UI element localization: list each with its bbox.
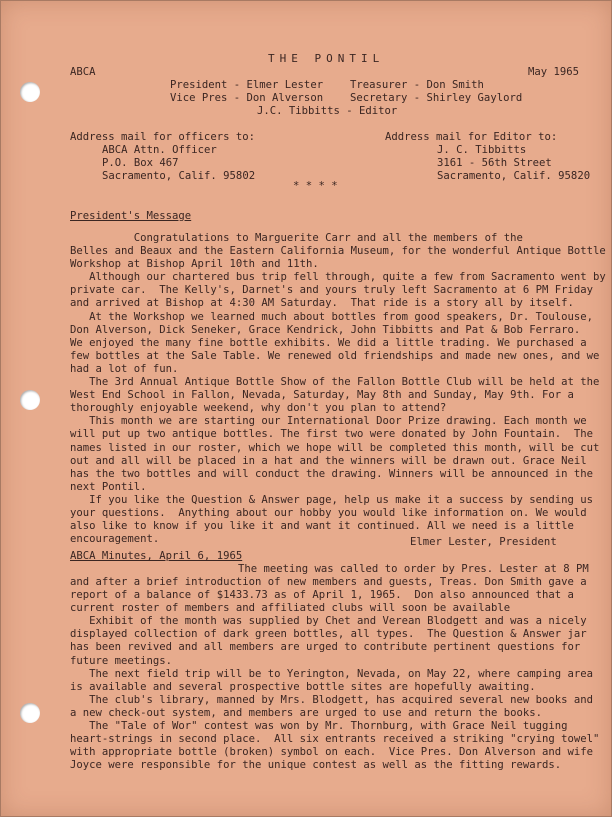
- president-line: President - Elmer Lester: [170, 79, 324, 91]
- text-line: We enjoyed the many fine bottle exhibits. We did a little trading. We purchased a: [70, 336, 587, 349]
- text-line: Belles and Beaux and the Eastern California Museum, for the wonderful Antique Bottle: [70, 245, 606, 258]
- section-separator: * * * *: [293, 180, 338, 192]
- text-line: your questions. Anything about our hobby you would like information on. We would: [70, 506, 587, 519]
- vice-president-line: Vice Pres - Don Alverson: [170, 92, 324, 104]
- editor-address-line: Sacramento, Calif. 95820: [437, 170, 591, 182]
- text-line: Workshop at Bishop April 10th and 11th.: [70, 258, 319, 271]
- treasurer-line: Treasurer - Don Smith: [350, 79, 484, 91]
- text-line: will put up two antique bottles. The first two were donated by John Fountain. The: [70, 428, 593, 441]
- text-line: Exhibit of the month was supplied by Chet and Verean Blodgett and was a nicely: [70, 615, 587, 628]
- text-line: names listed in our roster, which we hope will be completed this month, will be cut: [70, 441, 600, 454]
- editor-address-line: 3161 - 56th Street: [437, 157, 552, 169]
- text-line: future meetings.: [70, 654, 173, 667]
- text-line: out and all will be placed in a hat and the winners will be drawn out. Grace Neil: [70, 454, 587, 467]
- binder-hole: [20, 82, 40, 102]
- text-line: West End School in Fallon, Nevada, Saturday, May 8th and Sunday, May 9th. For a: [70, 389, 574, 402]
- text-line: few bottles at the Sale Table. We renewed old friendships and made new ones, and we: [70, 349, 600, 362]
- text-line: Don Alverson, Dick Seneker, Grace Kendrick, John Tibbitts and Pat & Bob Ferraro.: [70, 323, 581, 336]
- text-line: private car. The Kelly's, Darnet's and yours truly left Sacramento at 6 PM Friday: [70, 284, 593, 297]
- org-name: ABCA: [70, 66, 96, 78]
- text-line: displayed collection of dark green bottles, all types. The Question & Answer jar: [70, 628, 587, 641]
- text-line: This month we are starting our International Door Prize drawing. Each month we: [70, 415, 587, 428]
- text-line: and after a brief introduction of new members and guests, Treas. Don Smith gave a: [70, 576, 587, 588]
- officers-address-heading: Address mail for officers to:: [70, 131, 255, 143]
- text-line: with appropriate bottle (broken) symbol on each. Vice Pres. Don Alverson and wife: [70, 746, 593, 759]
- text-line: has the two bottles and will conduct the drawing. Winners will be announced in the: [70, 467, 593, 480]
- text-line: had a lot of fun.: [70, 362, 179, 375]
- text-line: has been revived and all members are urged to contribute pertinent questions for: [70, 641, 581, 654]
- binder-hole: [20, 703, 40, 723]
- editor-address-line: J. C. Tibbitts: [437, 144, 527, 156]
- minutes-first-line: The meeting was called to order by Pres. Lester at 8 PM: [238, 563, 589, 575]
- text-line: next Pontil.: [70, 480, 147, 493]
- text-line: a new check-out system, and members are urged to use and return the books.: [70, 706, 542, 719]
- text-line: At the Workshop we learned much about bottles from good speakers, Dr. Toulouse,: [70, 310, 593, 323]
- text-line: current roster of members and affiliated clubs will soon be available: [70, 602, 511, 615]
- officers-address-line: ABCA Attn. Officer: [102, 144, 217, 156]
- text-line: The club's library, manned by Mrs. Blodgett, has acquired several new books and: [70, 693, 593, 706]
- text-line: If you like the Question & Answer page, help us make it a success by sending us: [70, 493, 593, 506]
- officers-address-line: P.O. Box 467: [102, 157, 179, 169]
- text-line: The 3rd Annual Antique Bottle Show of the Fallon Bottle Club will be held at the: [70, 376, 600, 389]
- president-signature: Elmer Lester, President: [410, 536, 557, 548]
- editor-line: J.C. Tibbitts - Editor: [257, 105, 398, 117]
- text-line: report of a balance of $1433.73 as of April 1, 1965. Don also announced that a: [70, 589, 574, 602]
- issue-date: May 1965: [528, 66, 580, 78]
- newsletter-title: THE PONTIL: [268, 52, 385, 65]
- minutes-heading: ABCA Minutes, April 6, 1965: [70, 550, 243, 562]
- presidents-message-body: [70, 232, 606, 546]
- text-line: encouragement.: [70, 533, 160, 546]
- secretary-line: Secretary - Shirley Gaylord: [350, 92, 523, 104]
- text-line: thoroughly enjoyable weekend, why don't you plan to attend?: [70, 402, 447, 415]
- officers-address-line: Sacramento, Calif. 95802: [102, 170, 256, 182]
- text-line: and arrived at Bishop at 4:30 AM Saturday. That ride is a story all by itself.: [70, 297, 574, 310]
- editor-address-heading: Address mail for Editor to:: [385, 131, 558, 143]
- text-line: heart-strings in second place. All six entrants received a striking "crying towel": [70, 733, 600, 746]
- text-line: Joyce were responsible for the unique contest as well as the fitting rewards.: [70, 759, 562, 772]
- text-line: The next field trip will be to Yerington, Nevada, on May 22, where camping area: [70, 667, 593, 680]
- text-line: Congratulations to Marguerite Carr and all the members of the: [70, 232, 523, 244]
- binder-hole: [20, 390, 40, 410]
- presidents-message-heading: President's Message: [70, 210, 192, 222]
- text-line: Although our chartered bus trip fell through, quite a few from Sacramento went by: [70, 271, 606, 284]
- text-line: The "Tale of Wor" contest was won by Mr. Thornburg, with Grace Neil tugging: [70, 720, 568, 733]
- minutes-body: [70, 576, 598, 772]
- text-line: also like to know if you like it and want it continued. All we need is a little: [70, 520, 574, 533]
- text-line: is available and several prospective bottle sites are hopefully awaiting.: [70, 680, 536, 693]
